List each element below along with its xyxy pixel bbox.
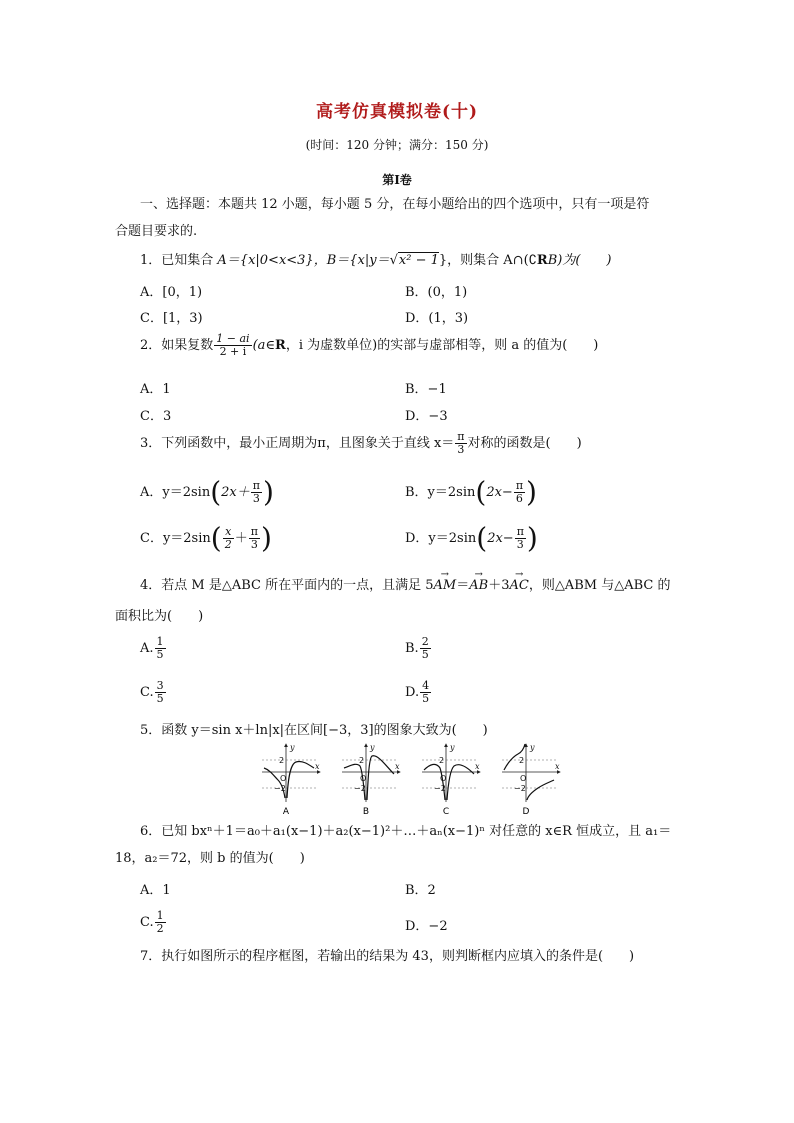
- q5-graph-d[interactable]: [502, 743, 560, 817]
- q4-option-c[interactable]: C. $\frac{3}{5}$: [140, 679, 164, 705]
- q1-option-d[interactable]: D．(1，3): [405, 311, 469, 326]
- q3-option-d[interactable]: D．y＝2sin(2x− $\frac{\pi}{3}$ ): [405, 521, 538, 555]
- svg-text:x: x: [555, 762, 560, 771]
- q1-tail: B)为( ): [547, 253, 612, 268]
- svg-text:A: A: [282, 807, 290, 817]
- svg-text:y: y: [290, 743, 295, 752]
- q5-graph-a[interactable]: [262, 743, 320, 817]
- q3-stem-text: 3．下列函数中，最小正周期为π，且图象关于直线 x＝: [140, 436, 455, 451]
- svg-text:O: O: [440, 774, 447, 783]
- svg-text:−2: −2: [434, 784, 446, 793]
- q1-set-a: A＝{x|0<x<3}，: [217, 253, 327, 268]
- svg-text:x: x: [475, 762, 480, 771]
- q6-option-c[interactable]: C. $\frac{1}{2}$: [140, 909, 164, 935]
- question-1-stem: 1．已知集合 A＝{x|0<x<3}，B＝{x|y＝√x² − 1}，则集合 A∩(∁RB)为( ): [140, 253, 612, 268]
- q6-option-b[interactable]: B．2: [405, 883, 436, 898]
- question-3-stem: [140, 431, 582, 456]
- exam-info: (时间：120 分钟；满分：150 分): [305, 138, 489, 152]
- svg-text:O: O: [360, 774, 367, 783]
- q1-stem-text: 1．已知集合: [140, 253, 218, 268]
- svg-text:y: y: [450, 743, 455, 752]
- q3-fraction: $\frac{\pi}{3}$: [457, 430, 465, 456]
- svg-text:D: D: [522, 807, 530, 817]
- question-5-stem: 5．函数 y＝sin x＋ln|x|在区间[−3，3]的图象大致为( ): [140, 723, 488, 738]
- svg-text:B: B: [362, 807, 370, 817]
- svg-text:2: 2: [359, 756, 365, 765]
- q2-stem-c: ，i 为虚数单位)的实部与虚部相等，则 a 的值为( ): [285, 338, 599, 353]
- page-title: 高考仿真模拟卷(十): [315, 102, 479, 122]
- q5-graph-c[interactable]: [422, 743, 480, 817]
- q3-option-a[interactable]: A．y＝2sin(2x＋ $\frac{\pi}{3}$ ): [140, 475, 274, 509]
- svg-text:2: 2: [519, 756, 525, 765]
- q6-option-a[interactable]: A．1: [140, 883, 171, 898]
- q4-option-a[interactable]: A. $\frac{1}{5}$: [140, 635, 164, 661]
- intro-line-2: 合题目要求的.: [115, 224, 198, 239]
- svg-text:y: y: [530, 743, 535, 752]
- q1-set-b: B＝{x|y＝: [326, 253, 390, 268]
- svg-text:C: C: [442, 807, 450, 817]
- q4-option-d[interactable]: D. $\frac{4}{5}$: [405, 679, 430, 705]
- q2-stem-b: (a∈: [252, 338, 276, 353]
- q2-option-c[interactable]: C．3: [140, 409, 172, 424]
- q1-option-c[interactable]: C．[1，3): [140, 311, 203, 326]
- svg-text:y: y: [370, 743, 375, 752]
- q2-option-a[interactable]: A．1: [140, 382, 171, 397]
- q5-graph-options: [258, 740, 578, 818]
- q6-stem-line-2: 18，a₂＝72，则 b 的值为( ): [115, 851, 305, 866]
- question-7-stem: 7．执行如图所示的程序框图，若输出的结果为 43，则判断框内应填入的条件是( ): [140, 949, 635, 964]
- q2-option-b[interactable]: B．−1: [405, 382, 447, 397]
- q4-stem-text: 4．若点 M 是△ABC 所在平面内的一点，且满足 5: [140, 578, 434, 593]
- question-4-stem: 4．若点 M 是△ABC 所在平面内的一点，且满足 5→ AM＝→ AB＋3→ AC，则△ABM 与△ABC 的: [140, 577, 670, 595]
- svg-text:2: 2: [279, 756, 285, 765]
- question-2-stem: [140, 333, 598, 358]
- q2-fraction: $\frac{1 - ai}{2 + i}$: [216, 332, 250, 358]
- q4-stem-b: ，则△ABM 与△ABC 的: [528, 578, 671, 593]
- q3-option-c[interactable]: C．y＝2sin( $\frac{x}{2}$ ＋ $\frac{\pi}{3}$ ): [140, 521, 272, 555]
- svg-text:−2: −2: [514, 784, 526, 793]
- section-heading: 第Ⅰ卷: [382, 173, 412, 187]
- svg-text:O: O: [280, 774, 287, 783]
- q4-vector-ab: → AB: [469, 577, 488, 595]
- q2-option-d[interactable]: D．−3: [405, 409, 448, 424]
- question-6-stem: 6．已知 bxⁿ＋1＝a₀＋a₁(x−1)＋a₂(x−1)²＋…＋aₙ(x−1)ⁿ 对任意的 x∈R 恒成立，且 a₁＝: [140, 824, 672, 839]
- q4-option-b[interactable]: B. $\frac{2}{5}$: [405, 635, 429, 661]
- q2-stem-text: 2．如果复数: [140, 338, 214, 353]
- svg-text:2: 2: [439, 756, 445, 765]
- svg-text:O: O: [520, 774, 527, 783]
- q4-vector-am: → AM: [434, 577, 457, 595]
- q1-sqrt: x² − 1: [398, 253, 439, 268]
- q4-stem-line-2: 面积比为( ): [115, 609, 204, 624]
- intro-line-1: 一、选择题：本题共 12 小题，每小题 5 分，在每小题给出的四个选项中，只有一项是符: [140, 197, 650, 212]
- q3-stem-b: 对称的函数是( ): [467, 436, 582, 451]
- q4-vector-ac: → AC: [509, 577, 528, 595]
- q1-option-a[interactable]: A．[0，1): [140, 285, 203, 300]
- q1-real-set: R: [536, 253, 548, 268]
- svg-text:x: x: [395, 762, 400, 771]
- svg-text:−2: −2: [354, 784, 366, 793]
- svg-text:−2: −2: [274, 784, 286, 793]
- q1-option-b[interactable]: B．(0，1): [405, 285, 468, 300]
- q3-option-b[interactable]: B．y＝2sin(2x− $\frac{\pi}{6}$ ): [405, 475, 537, 509]
- q2-real-set: R: [275, 338, 286, 353]
- svg-text:x: x: [315, 762, 320, 771]
- q5-graph-b[interactable]: [342, 743, 400, 817]
- q6-option-d[interactable]: D．−2: [405, 919, 448, 934]
- q1-set-b-tail: }，则集合 A∩(∁: [438, 253, 537, 268]
